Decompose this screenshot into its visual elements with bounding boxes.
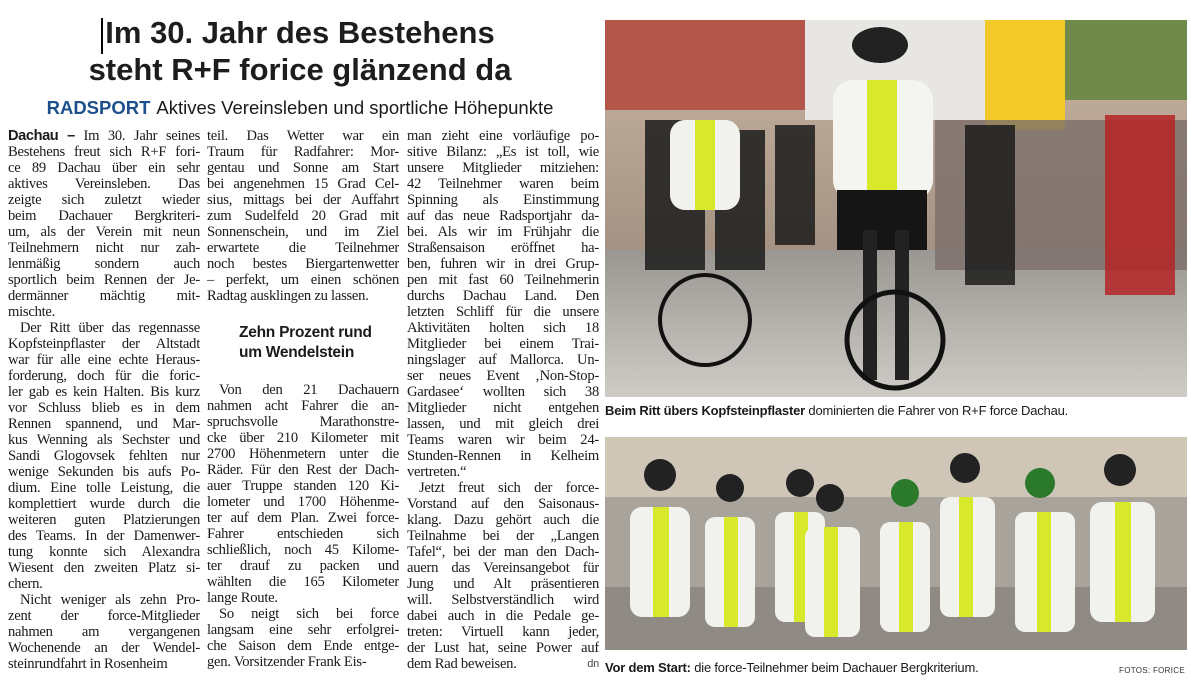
- text-span: sportlich beim Rennen der Je-: [8, 272, 200, 288]
- text-span: ningslager auf Mallorca. Un-: [407, 352, 599, 368]
- text-span: Jetzt freut sich der force-: [419, 480, 599, 496]
- text-line: [207, 398, 399, 414]
- text-line: [407, 528, 599, 544]
- text-line: [8, 304, 200, 320]
- text-line: [8, 592, 200, 608]
- text-line: [207, 144, 399, 160]
- text-line: [207, 288, 399, 304]
- headline: [0, 14, 600, 88]
- text-span: ce 89 Dachau über ein sehr: [8, 160, 200, 176]
- text-span: teil. Das Wetter war ein: [207, 128, 399, 144]
- paragraph: [207, 128, 399, 304]
- text-span: Mitglieder bei einem Trai-: [407, 336, 599, 352]
- photo-caption-2: [605, 660, 979, 675]
- text-span: lometer und 1700 Höhenme-: [207, 494, 399, 510]
- text-span: Rennen spannend, und Mar-: [8, 416, 200, 432]
- text-span: des Teams. In der Damenwer-: [8, 528, 200, 544]
- text-span: war für alle eine echte Heraus-: [8, 352, 200, 368]
- text-span: beim Dachauer Bergkriteri-: [8, 208, 200, 224]
- text-line: [8, 320, 200, 336]
- text-line: [8, 368, 200, 384]
- text-line: [207, 558, 399, 574]
- text-line: [407, 304, 599, 320]
- text-span: ter drauf zu packen und: [207, 558, 399, 574]
- text-span: lenmäßig sondern auch: [8, 256, 200, 272]
- text-line: [407, 432, 599, 448]
- text-line: [207, 382, 399, 398]
- text-line: [207, 638, 399, 654]
- text-span: komplettiert wurde durch die: [8, 496, 200, 512]
- text-line: [407, 608, 599, 624]
- text-line: [207, 590, 399, 606]
- text-line: [8, 640, 200, 656]
- text-span: forderung, doch für die foric-: [8, 368, 200, 384]
- text-span: auf das neue Radsportjahr da-: [407, 208, 599, 224]
- text-span: 42 Teilnehmer waren beim: [407, 176, 599, 192]
- text-line: [207, 494, 399, 510]
- text-span: langsam eine sehr erfolgrei-: [207, 622, 399, 638]
- text-line: [207, 462, 399, 478]
- text-line: [8, 224, 200, 240]
- text-line: [8, 448, 200, 464]
- text-span: che Saison dem Ende entge-: [207, 638, 399, 654]
- text-line: [8, 432, 200, 448]
- text-line: [8, 560, 200, 576]
- text-span: auern das Vereinsangebot für: [407, 560, 599, 576]
- text-span: dermänner mächtig mit-: [8, 288, 200, 304]
- photo-caption-1: [605, 403, 1068, 418]
- text-line: [8, 128, 200, 144]
- text-line: [8, 416, 200, 432]
- text-line: [407, 624, 599, 640]
- text-line: [207, 272, 399, 288]
- text-line: [8, 240, 200, 256]
- text-span: sius, mittags bei der Auffahrt: [207, 192, 399, 208]
- article-column-2: [207, 128, 399, 670]
- text-line: [8, 464, 200, 480]
- text-span: Stunden-Rennen in Kelheim: [407, 448, 599, 464]
- text-line: [207, 176, 399, 192]
- text-line: [207, 478, 399, 494]
- text-line: [8, 208, 200, 224]
- text-line: [207, 430, 399, 446]
- text-span: ser neues Event ‚Non-Stop-: [407, 368, 599, 384]
- text-line: [8, 496, 200, 512]
- text-span: Jung und Alt präsentieren: [407, 576, 599, 592]
- text-span: durchs Dachau Land. Den: [407, 288, 599, 304]
- text-span: man zieht eine vorläufige po-: [407, 128, 599, 144]
- text-line: [407, 128, 599, 144]
- text-span: zent der force-Mitglieder: [8, 608, 200, 624]
- text-span: auer Truppe standen 120 Ki-: [207, 478, 399, 494]
- paragraph: [207, 382, 399, 606]
- text-span: Fahrer entschieden sich: [207, 526, 399, 542]
- text-span: aktives Vereinsleben. Das: [8, 176, 200, 192]
- caption-1-bold: Beim Ritt übers Kopfsteinpflaster: [605, 403, 805, 418]
- text-span: Sonnenschein, und im Ziel: [207, 224, 399, 240]
- text-span: Von den 21 Dachauern: [219, 382, 399, 398]
- text-span: Im 30. Jahr seines: [74, 128, 200, 144]
- text-line: [407, 224, 599, 240]
- text-line: [407, 192, 599, 208]
- headline-line-1: Im 30. Jahr des Bestehens: [105, 15, 495, 50]
- paragraph: [8, 128, 200, 320]
- text-line: [407, 576, 599, 592]
- text-span: ler gab es kein Halten. Bis kurz: [8, 384, 200, 400]
- photo-team-before-start: [605, 437, 1187, 650]
- text-span: Sandi Glogovsek fehlten nur: [8, 448, 200, 464]
- text-span: Mitglieder nicht entgehen: [407, 400, 599, 416]
- article-column-1: [8, 128, 200, 672]
- text-span: wählten die 165 Kilometer: [207, 574, 399, 590]
- paragraph: [207, 606, 399, 670]
- text-line: [8, 176, 200, 192]
- text-line: [207, 414, 399, 430]
- text-span: Bestehens freut sich R+F fori-: [8, 144, 200, 160]
- text-line: [8, 272, 200, 288]
- text-span: zeigte sich zuletzt wieder: [8, 192, 200, 208]
- text-line: [8, 160, 200, 176]
- text-line: [8, 480, 200, 496]
- text-line: [207, 606, 399, 622]
- text-span: will. Selbstverständlich wird: [407, 592, 599, 608]
- text-span: Aktivitäten holten sich 18: [407, 320, 599, 336]
- text-span: dem Rad beweisen.: [407, 656, 517, 672]
- section-kicker: RADSPORT: [46, 97, 151, 118]
- paragraph: [407, 128, 599, 480]
- text-span: Räder. Für den Rest der Dach-: [207, 462, 399, 478]
- photo-credit: FOTOS: FORICE: [1119, 666, 1185, 675]
- text-line: [207, 654, 399, 670]
- text-line: [8, 336, 200, 352]
- text-span: Gardasee‘ wollten sich 38: [407, 384, 599, 400]
- text-line: [8, 656, 200, 672]
- text-span: Wiesent den zweiten Platz si-: [8, 560, 200, 576]
- text-line: [407, 144, 599, 160]
- text-line: [8, 608, 200, 624]
- text-line: [407, 400, 599, 416]
- text-span: Nicht weniger als zehn Pro-: [20, 592, 200, 608]
- text-span: vor Schluss blieb es in dem: [8, 400, 200, 416]
- text-line: [407, 272, 599, 288]
- caption-1-text: dominierten die Fahrer von R+F force Dachau.: [805, 403, 1069, 418]
- text-span: lange Route.: [207, 590, 278, 606]
- text-span: weiteren guten Platzierungen: [8, 512, 200, 528]
- text-line: [207, 224, 399, 240]
- text-span: Teilnahme bei der „Langen: [407, 528, 599, 544]
- text-line: [407, 544, 599, 560]
- text-span: Traum für Radfahrer: Mor-: [207, 144, 399, 160]
- subheading-line: um Wendelstein: [239, 344, 355, 361]
- text-line: [207, 192, 399, 208]
- text-line: [407, 176, 599, 192]
- text-span: klang. Dazu gehört auch die: [407, 512, 599, 528]
- text-span: Straßensaison eröffnet ha-: [407, 240, 599, 256]
- text-line: [207, 208, 399, 224]
- text-line: [8, 192, 200, 208]
- text-span: nahmen acht Fahrer die an-: [207, 398, 399, 414]
- text-span: erwartete die Teilnehmer: [207, 240, 399, 256]
- text-line: [407, 256, 599, 272]
- text-line: [407, 448, 599, 464]
- text-line: [207, 542, 399, 558]
- text-span: schließlich, noch 45 Kilome-: [207, 542, 399, 558]
- text-line: [407, 640, 599, 656]
- subtitle-text: Aktives Vereinsleben und sportliche Höhepunkte: [156, 97, 554, 118]
- text-line: [407, 208, 599, 224]
- text-span: unsere Mitglieder mitziehen:: [407, 160, 599, 176]
- text-span: zum Sudelfeld 20 Grad mit: [207, 208, 399, 224]
- text-line: [207, 622, 399, 638]
- paragraph: [407, 480, 599, 672]
- author-initials: dn: [587, 658, 599, 670]
- text-line: [8, 384, 200, 400]
- text-line: [407, 512, 599, 528]
- text-span: chern.: [8, 576, 43, 592]
- text-line: [407, 416, 599, 432]
- text-line: [8, 400, 200, 416]
- text-line: [8, 544, 200, 560]
- text-span: Wochenende an der Wendel-: [8, 640, 200, 656]
- text-line: [407, 656, 599, 672]
- text-span: Teilnehmern nicht nur zah-: [8, 240, 200, 256]
- article-column-3: [407, 128, 599, 672]
- text-line: [407, 160, 599, 176]
- text-span: 2700 Höhenmetern unter die: [207, 446, 399, 462]
- text-line: [407, 288, 599, 304]
- headline-line-2: steht R+F forice glänzend da: [88, 52, 512, 87]
- text-line: [407, 592, 599, 608]
- text-span: nahmen am vergangenen: [8, 624, 200, 640]
- text-line: [8, 512, 200, 528]
- text-span: mischte.: [8, 304, 56, 320]
- text-span: dabei auch in die Pedale ge-: [407, 608, 599, 624]
- text-span: gen. Vorsitzender Frank Eis-: [207, 654, 367, 670]
- text-span: dium. Eine tolle Leistung, die: [8, 480, 200, 496]
- text-span: vertreten.“: [407, 464, 467, 480]
- paragraph: [8, 320, 200, 592]
- text-span: cke über 210 Kilometer mit: [207, 430, 399, 446]
- text-span: spruchsvolle Marathonstre-: [207, 414, 399, 430]
- caption-2-bold: Vor dem Start:: [605, 660, 691, 675]
- dateline: Dachau –: [8, 128, 75, 144]
- text-span: bei angenehmen 15 Grad Cel-: [207, 176, 399, 192]
- text-line: [407, 384, 599, 400]
- text-span: Der Ritt über das regennasse: [20, 320, 200, 336]
- text-line: [8, 624, 200, 640]
- text-span: Tafel“, bei der man den Dach-: [407, 544, 599, 560]
- text-line: [207, 128, 399, 144]
- text-span: sitive Bilanz: „Es ist toll, wie: [407, 144, 599, 160]
- text-line: [207, 526, 399, 542]
- text-line: [407, 496, 599, 512]
- text-line: [207, 240, 399, 256]
- text-span: bei. Als wir im Frühjahr die: [407, 224, 599, 240]
- text-line: [207, 256, 399, 272]
- text-span: Kopfsteinpflaster der Altstadt: [8, 336, 200, 352]
- text-span: So neigt sich bei force: [219, 606, 399, 622]
- text-span: noch bestes Biergartenwetter: [207, 256, 399, 272]
- text-span: Spinning als Einstimmung: [407, 192, 599, 208]
- text-span: lassen, und mit gleich drei: [407, 416, 599, 432]
- text-line: [8, 256, 200, 272]
- text-span: Vorstand auf den Saisonaus-: [407, 496, 599, 512]
- text-line: [207, 160, 399, 176]
- text-line: [407, 560, 599, 576]
- subheading-line: Zehn Prozent rund: [239, 324, 372, 341]
- text-line: [8, 352, 200, 368]
- text-line: [8, 144, 200, 160]
- text-span: letzten Schliff für die unsere: [407, 304, 599, 320]
- text-span: – perfekt, um einen schönen: [207, 272, 399, 288]
- text-span: um, als der Verein mit neun: [8, 224, 200, 240]
- text-line: [407, 368, 599, 384]
- text-line: [8, 288, 200, 304]
- text-span: Teams waren wir beim 24-: [407, 432, 599, 448]
- text-line: [407, 240, 599, 256]
- text-line: [407, 352, 599, 368]
- subheading: [207, 323, 399, 363]
- text-span: ben, fuhren wir in drei Grup-: [407, 256, 599, 272]
- text-span: pen mit fast 60 Teilnehmerin: [407, 272, 599, 288]
- caption-2-text: die force-Teilnehmer beim Dachauer Bergkriterium.: [690, 660, 979, 675]
- text-span: ter auf dem Plan. Zwei force-: [207, 510, 399, 526]
- text-line: [8, 528, 200, 544]
- text-line: [407, 464, 599, 480]
- text-span: der Lust hat, seine Power auf: [407, 640, 599, 656]
- text-line: [207, 510, 399, 526]
- text-line: [407, 320, 599, 336]
- photo-cyclists-racing: [605, 20, 1187, 397]
- text-line: [8, 576, 200, 592]
- text-span: gentau und Sonne am Start: [207, 160, 399, 176]
- text-span: treten: Virtuell kann jeder,: [407, 624, 599, 640]
- text-span: kus Wenning als Sechster und: [8, 432, 200, 448]
- text-line: [207, 574, 399, 590]
- text-line: [407, 336, 599, 352]
- text-line: [407, 480, 599, 496]
- subtitle: [0, 96, 600, 120]
- text-span: Radtag ausklingen zu lassen.: [207, 288, 369, 304]
- text-line: [207, 446, 399, 462]
- paragraph: [8, 592, 200, 672]
- text-span: tung konnte sich Alexandra: [8, 544, 200, 560]
- text-span: steinrundfahrt in Rosenheim: [8, 656, 168, 672]
- text-span: wenige Sekunden bis aufs Po-: [8, 464, 200, 480]
